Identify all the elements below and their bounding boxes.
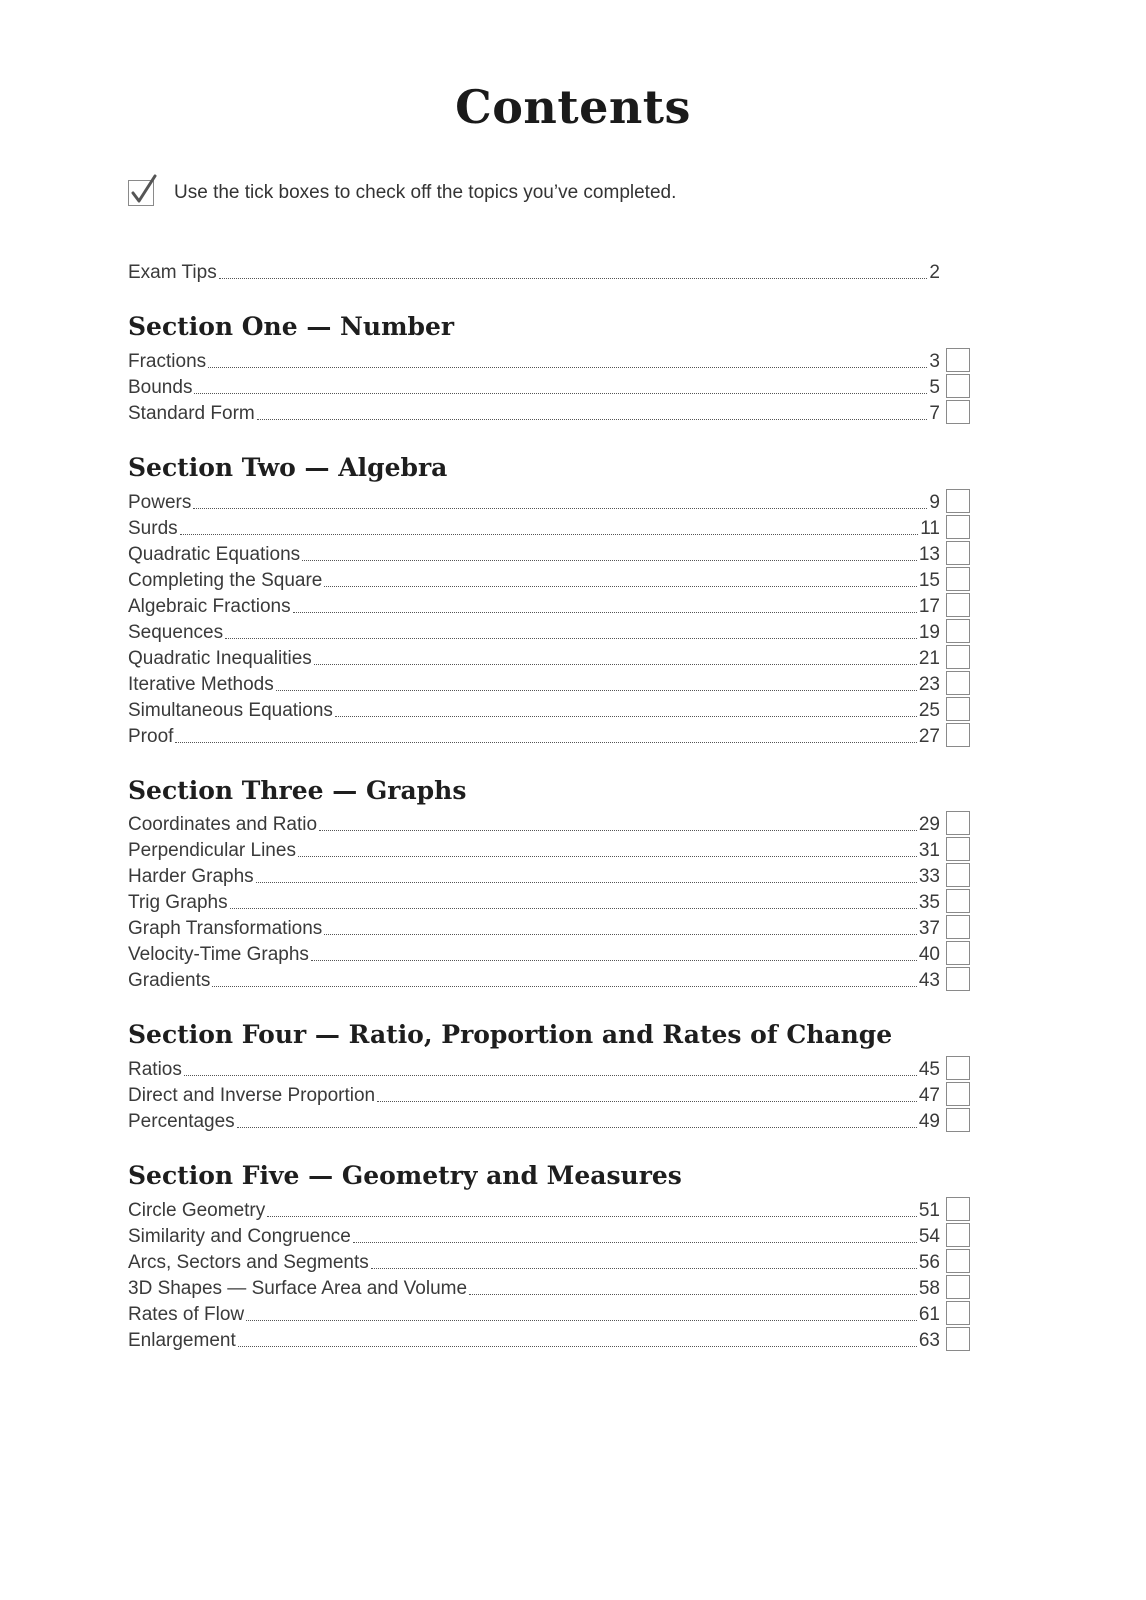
completion-checkbox[interactable]: [946, 567, 970, 591]
toc-entry-label: Simultaneous Equations: [128, 700, 333, 721]
completion-checkbox[interactable]: [946, 1082, 970, 1106]
toc-entry[interactable]: [128, 862, 940, 888]
toc-entry-label: Ratios: [128, 1059, 182, 1080]
toc-entry-label: Iterative Methods: [128, 674, 274, 695]
completion-checkbox[interactable]: [946, 400, 970, 424]
toc-entry-label: Gradients: [128, 970, 211, 991]
completion-checkbox[interactable]: [946, 671, 970, 695]
dot-leader: [311, 959, 917, 961]
dot-leader: [353, 1241, 917, 1243]
toc-entry[interactable]: [128, 540, 940, 566]
toc-entry-label: Sequences: [128, 622, 224, 643]
toc-entry[interactable]: [128, 1248, 940, 1274]
dot-leader: [175, 741, 916, 743]
toc-entry[interactable]: [128, 1055, 940, 1081]
dot-leader: [371, 1267, 917, 1269]
toc-entry-label: Quadratic Equations: [128, 544, 301, 565]
completion-checkbox[interactable]: [946, 645, 970, 669]
toc-entry-page: 29: [918, 814, 940, 835]
toc-entry-page: 51: [918, 1200, 940, 1221]
toc-entry-page: 40: [918, 944, 940, 965]
section-heading: Section Four — Ratio, Proportion and Rates of Change: [128, 1020, 893, 1049]
completion-checkbox[interactable]: [946, 593, 970, 617]
toc-entry[interactable]: [128, 618, 940, 644]
toc-entry-page: 56: [918, 1252, 940, 1273]
completion-checkbox[interactable]: [946, 619, 970, 643]
toc-entry-page: 13: [918, 544, 940, 565]
dot-leader: [298, 855, 917, 857]
completion-checkbox[interactable]: [946, 889, 970, 913]
completion-checkbox[interactable]: [946, 1301, 970, 1325]
toc-entry-label: 3D Shapes — Surface Area and Volume: [128, 1278, 468, 1299]
completion-checkbox[interactable]: [946, 863, 970, 887]
completion-checkbox[interactable]: [946, 723, 970, 747]
toc-entry-label: Exam Tips: [128, 262, 217, 283]
toc-entry[interactable]: [128, 514, 940, 540]
toc-entry-page: 15: [918, 570, 940, 591]
toc-entry-page: 31: [918, 840, 940, 861]
page-title: Contents: [455, 80, 691, 134]
checkmark-icon: [128, 173, 158, 207]
completion-checkbox[interactable]: [946, 967, 970, 991]
toc-entry-page: 5: [929, 377, 940, 398]
toc-entry-label: Trig Graphs: [128, 892, 228, 913]
completion-checkbox[interactable]: [946, 541, 970, 565]
dot-leader: [256, 881, 917, 883]
toc-entry-label: Direct and Inverse Proportion: [128, 1085, 376, 1106]
toc-entry-page: 54: [918, 1226, 940, 1247]
toc-entry-label: Velocity-Time Graphs: [128, 944, 309, 965]
toc-entry[interactable]: [128, 836, 940, 862]
completion-checkbox[interactable]: [946, 374, 970, 398]
dot-leader: [324, 585, 917, 587]
toc-entry-page: 49: [918, 1111, 940, 1132]
dot-leader: [194, 392, 927, 394]
toc-entry[interactable]: [128, 696, 940, 722]
dot-leader: [238, 1345, 917, 1347]
toc-entry[interactable]: [128, 592, 940, 618]
toc-entry-label: Powers: [128, 492, 192, 513]
toc-entry[interactable]: [128, 1107, 940, 1133]
toc-entry[interactable]: [128, 670, 940, 696]
toc-entry-exam-tips[interactable]: [128, 258, 940, 284]
dot-leader: [212, 985, 916, 987]
toc-entry[interactable]: [128, 914, 940, 940]
toc-entry[interactable]: [128, 1222, 940, 1248]
dot-leader: [225, 637, 917, 639]
toc-entry-page: 63: [918, 1330, 940, 1351]
toc-entry[interactable]: [128, 1274, 940, 1300]
section-heading: Section One — Number: [128, 312, 455, 341]
dot-leader: [257, 418, 928, 420]
toc-entry-page: 33: [918, 866, 940, 887]
toc-entry-page: 37: [918, 918, 940, 939]
dot-leader: [219, 277, 928, 279]
toc-entry[interactable]: [128, 1300, 940, 1326]
toc-entry-page: 61: [918, 1304, 940, 1325]
toc-entry[interactable]: [128, 810, 940, 836]
completion-checkbox[interactable]: [946, 837, 970, 861]
toc-entry-page: 45: [918, 1059, 940, 1080]
completion-checkbox[interactable]: [946, 1327, 970, 1351]
toc-entry-label: Circle Geometry: [128, 1200, 266, 1221]
toc-entry-label: Arcs, Sectors and Segments: [128, 1252, 369, 1273]
completion-checkbox[interactable]: [946, 1223, 970, 1247]
completion-checkbox[interactable]: [946, 1197, 970, 1221]
dot-leader: [267, 1215, 917, 1217]
toc-entry-page: 19: [918, 622, 940, 643]
toc-entry-label: Bounds: [128, 377, 193, 398]
instruction-row: [128, 176, 676, 210]
toc-entry[interactable]: [128, 347, 940, 373]
toc-entry-label: Proof: [128, 726, 174, 747]
toc-entry[interactable]: [128, 1081, 940, 1107]
completion-checkbox[interactable]: [946, 811, 970, 835]
toc-entry[interactable]: [128, 373, 940, 399]
toc-entry-label: Surds: [128, 518, 178, 539]
toc-entry-label: Algebraic Fractions: [128, 596, 291, 617]
toc-entry-label: Enlargement: [128, 1330, 236, 1351]
section-heading: Section Two — Algebra: [128, 453, 448, 482]
toc-entry[interactable]: [128, 722, 940, 748]
completion-checkbox[interactable]: [946, 1108, 970, 1132]
toc-entry-label: Completing the Square: [128, 570, 323, 591]
dot-leader: [319, 829, 917, 831]
dot-leader: [237, 1126, 917, 1128]
dot-leader: [276, 689, 917, 691]
toc-entry-label: Rates of Flow: [128, 1304, 245, 1325]
toc-entry[interactable]: [128, 966, 940, 992]
toc-entry-page: 35: [918, 892, 940, 913]
dot-leader: [208, 366, 927, 368]
toc-entry-page: 23: [918, 674, 940, 695]
dot-leader: [293, 611, 917, 613]
toc-entry-page: 27: [918, 726, 940, 747]
toc-entry-page: 2: [929, 262, 940, 283]
instruction-text: Use the tick boxes to check off the topics you’ve completed.: [174, 182, 677, 203]
toc-entry-page: 47: [918, 1085, 940, 1106]
dot-leader: [180, 533, 919, 535]
toc-entry[interactable]: [128, 940, 940, 966]
section-heading: Section Five — Geometry and Measures: [128, 1161, 682, 1190]
toc-entry[interactable]: [128, 566, 940, 592]
toc-entry-page: 25: [918, 700, 940, 721]
dot-leader: [184, 1074, 917, 1076]
example-tick-box: [128, 180, 154, 206]
toc-entry[interactable]: [128, 399, 940, 425]
dot-leader: [193, 507, 927, 509]
toc-entry-label: Harder Graphs: [128, 866, 254, 887]
toc-entry[interactable]: [128, 488, 940, 514]
toc-entry-label: Coordinates and Ratio: [128, 814, 318, 835]
toc-entry-label: Graph Transformations: [128, 918, 323, 939]
toc-entry-label: Perpendicular Lines: [128, 840, 296, 861]
completion-checkbox[interactable]: [946, 1056, 970, 1080]
dot-leader: [377, 1100, 917, 1102]
toc-entry[interactable]: [128, 1196, 940, 1222]
completion-checkbox[interactable]: [946, 915, 970, 939]
toc-entry[interactable]: [128, 888, 940, 914]
toc-entry-label: Similarity and Congruence: [128, 1226, 351, 1247]
dot-leader: [246, 1319, 917, 1321]
toc-entry-page: 7: [929, 403, 940, 424]
toc-entry-page: 11: [920, 518, 940, 539]
toc-entry[interactable]: [128, 644, 940, 670]
completion-checkbox[interactable]: [946, 697, 970, 721]
dot-leader: [302, 559, 917, 561]
toc-entry-page: 17: [918, 596, 940, 617]
toc-entry-page: 9: [929, 492, 940, 513]
completion-checkbox[interactable]: [946, 515, 970, 539]
toc-entry-page: 58: [918, 1278, 940, 1299]
toc-entry-label: Standard Form: [128, 403, 255, 424]
completion-checkbox[interactable]: [946, 941, 970, 965]
toc-entry-label: Percentages: [128, 1111, 235, 1132]
completion-checkbox[interactable]: [946, 489, 970, 513]
dot-leader: [324, 933, 917, 935]
dot-leader: [469, 1293, 917, 1295]
toc-entry-page: 43: [918, 970, 940, 991]
toc-entry-page: 3: [929, 351, 940, 372]
completion-checkbox[interactable]: [946, 1249, 970, 1273]
toc-entry-page: 21: [918, 648, 940, 669]
completion-checkbox[interactable]: [946, 348, 970, 372]
dot-leader: [230, 907, 917, 909]
toc-entry-label: Quadratic Inequalities: [128, 648, 312, 669]
dot-leader: [314, 663, 917, 665]
completion-checkbox[interactable]: [946, 1275, 970, 1299]
toc-entry-label: Fractions: [128, 351, 207, 372]
section-heading: Section Three — Graphs: [128, 776, 467, 805]
toc-entry[interactable]: [128, 1326, 940, 1352]
dot-leader: [335, 715, 917, 717]
